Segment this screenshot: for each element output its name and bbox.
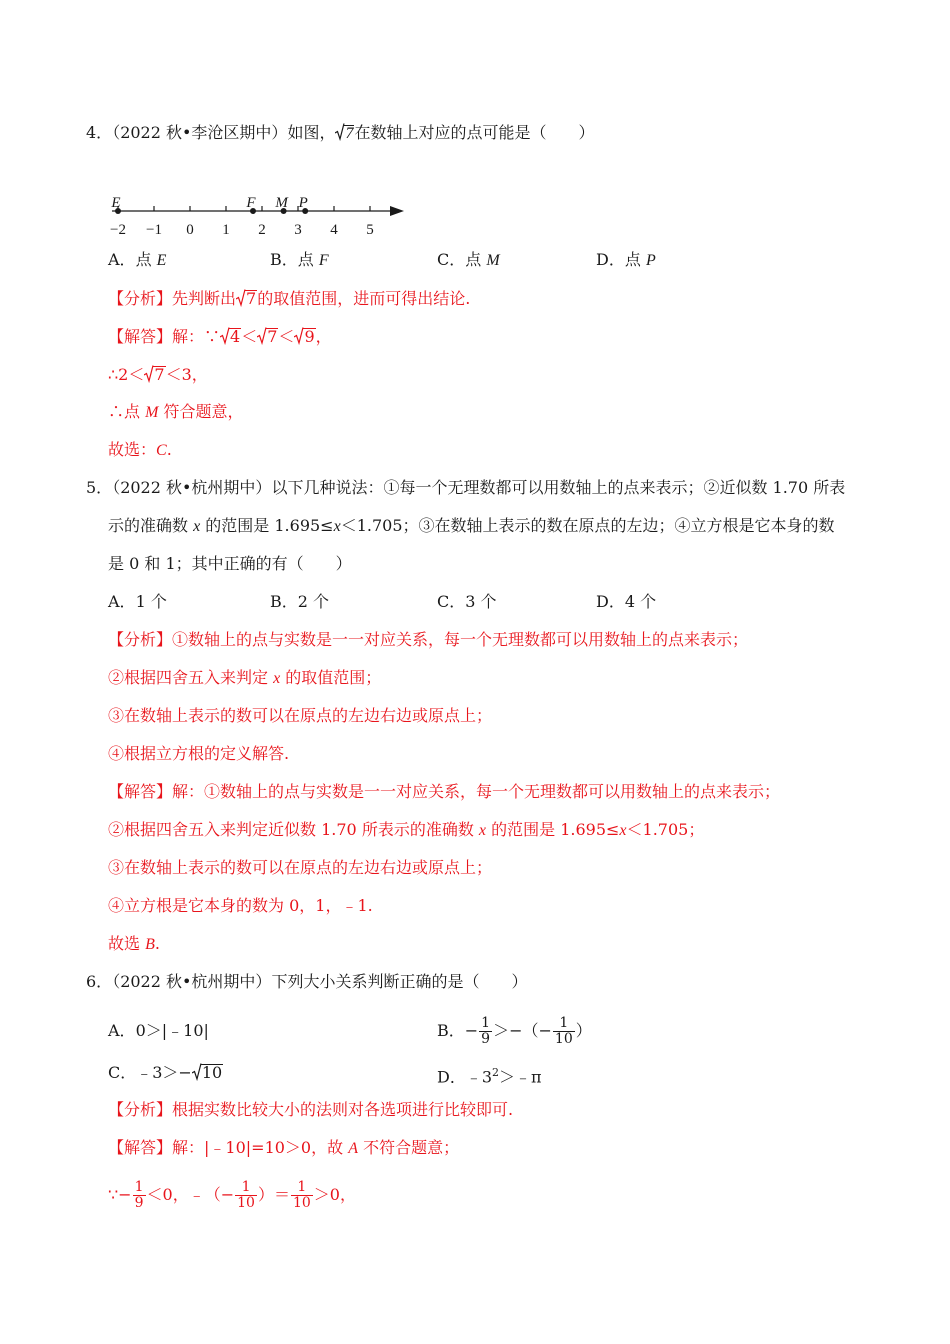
q4-option-a[interactable]: A．点 E	[108, 250, 167, 269]
point-label: F	[246, 195, 256, 211]
q4-source: （2022 秋•李沧区期中）	[112, 123, 288, 142]
q5-analysis-4: ④根据立方根的定义解答.	[108, 744, 290, 763]
q6-stem: 6．（2022 秋•杭州期中）下列大小关系判断正确的是（ ）	[86, 972, 528, 991]
q4-analysis: 【分析】先判断出 7的取值范围，进而可得出结论.	[108, 289, 471, 308]
q4-option-b[interactable]: B．点 F	[270, 250, 329, 269]
point-label: M	[275, 195, 288, 211]
tick-label: 3	[294, 222, 302, 238]
axis-arrow-icon	[390, 206, 404, 216]
q5-answer-1: 【解答】解：①数轴上的点与实数是一一对应关系，每一个无理数都可以用数轴上的点来表示；	[108, 782, 781, 801]
q4-option-c[interactable]: C．点 M	[437, 250, 500, 269]
q5-stem-line2: 示的准确数 x 的范围是 1.695≤x＜1.705；③在数轴上表示的数在原点的左边；④立方根是它本身的数	[108, 516, 835, 535]
q4-answer: 【解答】解：∵ 4＜ 7＜ 9，	[108, 327, 332, 346]
q5-option-a[interactable]: A．1 个	[108, 592, 167, 611]
q6-option-b[interactable]: B．− $\frac{1}{9}$ ＞−（− $\frac{1}{10}$ ）	[437, 1015, 592, 1047]
q5-stem-line1: 5．（2022 秋•杭州期中）以下几种说法：①每一个无理数都可以用数轴上的点来表示；②近似数 1.70 所表	[86, 478, 846, 497]
point-label: E	[111, 195, 121, 211]
q5-answer-3: ③在数轴上表示的数可以在原点的左边右边或原点上；	[108, 858, 493, 877]
tick-label: 0	[186, 222, 194, 238]
q4-number: 4．	[86, 123, 113, 142]
q5-analysis-2: ②根据四舍五入来判定 x 的取值范围；	[108, 668, 382, 687]
q6-option-c[interactable]: C．﹣3＞− 10	[108, 1063, 223, 1082]
sqrt-symbol: 7	[335, 122, 354, 144]
q5-final: 故选 B.	[108, 934, 160, 953]
q6-analysis: 【分析】根据实数比较大小的法则对各选项进行比较即可.	[108, 1100, 514, 1119]
q5-option-b[interactable]: B．2 个	[270, 592, 330, 611]
tick-label: −1	[146, 222, 162, 238]
q4-stem: 4．（2022 秋•李沧区期中）如图， 7在数轴上对应的点可能是（ ）	[86, 123, 595, 142]
tick-label: −2	[110, 222, 126, 238]
q6-answer-2: ∵− $\frac{1}{9}$ ＜0，﹣（− $\frac{1}{10}$ ）＝ $\frac{1}{10}$ ＞0，	[108, 1179, 356, 1211]
tick-label: 1	[222, 222, 230, 238]
tick-label: 5	[366, 222, 374, 238]
point-label: P	[298, 195, 308, 211]
q6-option-d[interactable]: D．$﹣3^2>﹣\pi$	[437, 1066, 542, 1087]
q6-answer-1: 【解答】解：|﹣10|=10＞0，故 A 不符合题意；	[108, 1138, 460, 1157]
q4-step2: ∴2＜ 7＜3，	[108, 365, 208, 384]
q5-answer-4: ④立方根是它本身的数为 0，1，﹣1.	[108, 896, 373, 915]
tick-label: 2	[258, 222, 266, 238]
q5-analysis-1: 【分析】①数轴上的点与实数是一一对应关系，每一个无理数都可以用数轴上的点来表示；	[108, 630, 749, 649]
q6-option-a[interactable]: A．0＞|﹣10|	[108, 1021, 209, 1040]
q5-analysis-3: ③在数轴上表示的数可以在原点的左边右边或原点上；	[108, 706, 493, 725]
q4-final: 故选：C.	[108, 440, 172, 459]
q5-option-c[interactable]: C．3 个	[437, 592, 497, 611]
tick-label: 4	[330, 222, 338, 238]
q5-option-d[interactable]: D．4 个	[596, 592, 657, 611]
q4-option-d[interactable]: D．点 P	[596, 250, 656, 269]
number-line-figure	[104, 188, 414, 240]
q5-stem-line3: 是 0 和 1；其中正确的有（ ）	[108, 554, 352, 573]
q5-answer-2: ②根据四舍五入来判定近似数 1.70 所表示的准确数 x 的范围是 1.695≤x＜1.705；	[108, 820, 705, 839]
q4-step3: ∴点 M 符合题意，	[108, 402, 244, 421]
